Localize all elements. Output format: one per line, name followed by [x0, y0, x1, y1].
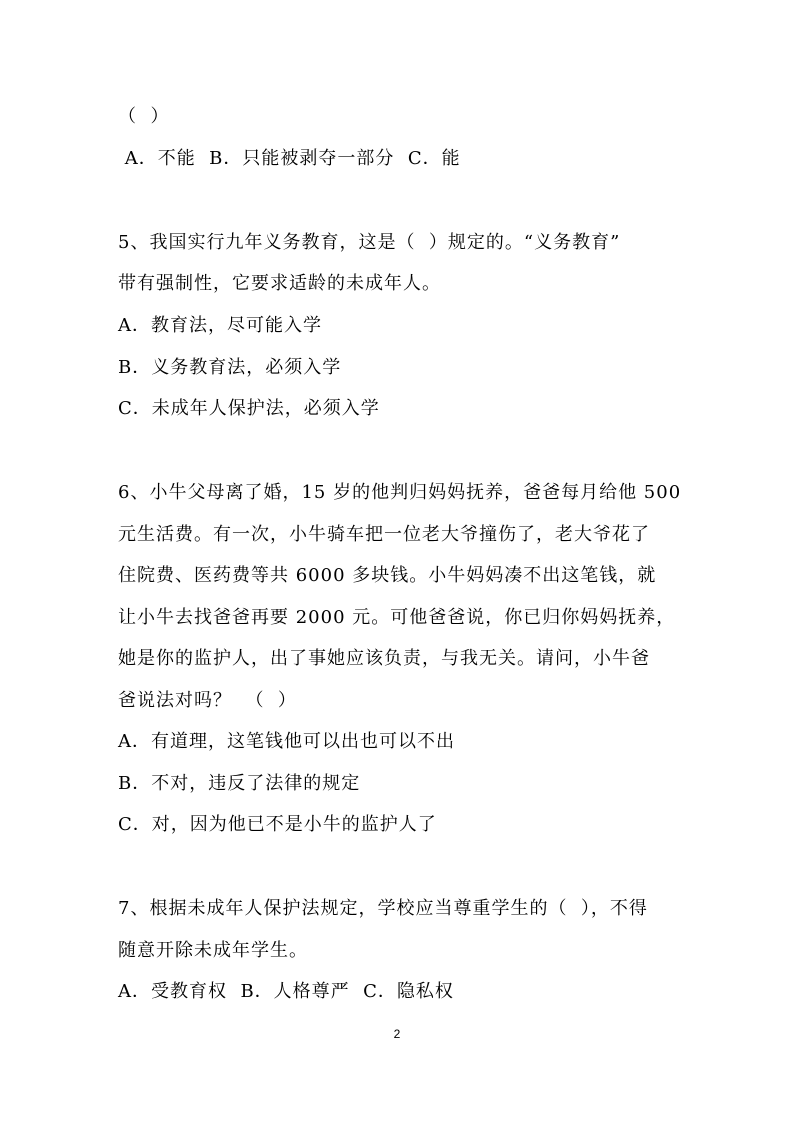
- q6-stem-line-2: 元生活费。有一次，小牛骑车把一位老大爷撞伤了，老大爷花了: [118, 524, 650, 545]
- q6-option-b: B．不对，违反了法律的规定: [118, 773, 361, 794]
- q7-options: A．受教育权 B．人格尊严 C．隐私权: [118, 981, 454, 1002]
- q5-option-b: B．义务教育法，必须入学: [118, 357, 342, 378]
- q6-option-a: A．有道理，这笔钱他可以出也可以不出: [118, 731, 455, 752]
- q6-stem-line-4: 让小牛去找爸爸再要 2000 元。可他爸爸说，你已归你妈妈抚养，: [118, 607, 676, 628]
- q4-options: A．不能 B．只能被剥夺一部分 C．能: [118, 148, 461, 169]
- q7-stem-line-2: 随意开除未成年学生。: [118, 940, 308, 961]
- q5-stem-line-1: 5、我国实行九年义务教育，这是（ ）规定的。“义务教育”: [118, 232, 621, 253]
- q4-blank: （ ）: [118, 106, 170, 127]
- q5-stem-line-2: 带有强制性，它要求适龄的未成年人。: [118, 273, 441, 294]
- q5-option-a: A．教育法，尽可能入学: [118, 315, 322, 336]
- q6-option-c: C．对，因为他已不是小牛的监护人了: [118, 814, 437, 835]
- q6-stem-line-1: 6、小牛父母离了婚，15 岁的他判归妈妈抚养，爸爸每月给他 500: [118, 482, 682, 503]
- q6-stem-line-5: 她是你的监护人，出了事她应该负责，与我无关。请问，小牛爸: [118, 648, 650, 669]
- q5-option-c: C．未成年人保护法，必须入学: [118, 398, 380, 419]
- page-number: 2: [393, 1027, 401, 1041]
- q6-stem-line-6: 爸说法对吗？ （ ）: [118, 690, 297, 711]
- q7-stem-line-1: 7、根据未成年人保护法规定，学校应当尊重学生的（ ），不得: [118, 898, 648, 919]
- q6-stem-line-3: 住院费、医药费等共 6000 多块钱。小牛妈妈凑不出这笔钱，就: [118, 565, 657, 586]
